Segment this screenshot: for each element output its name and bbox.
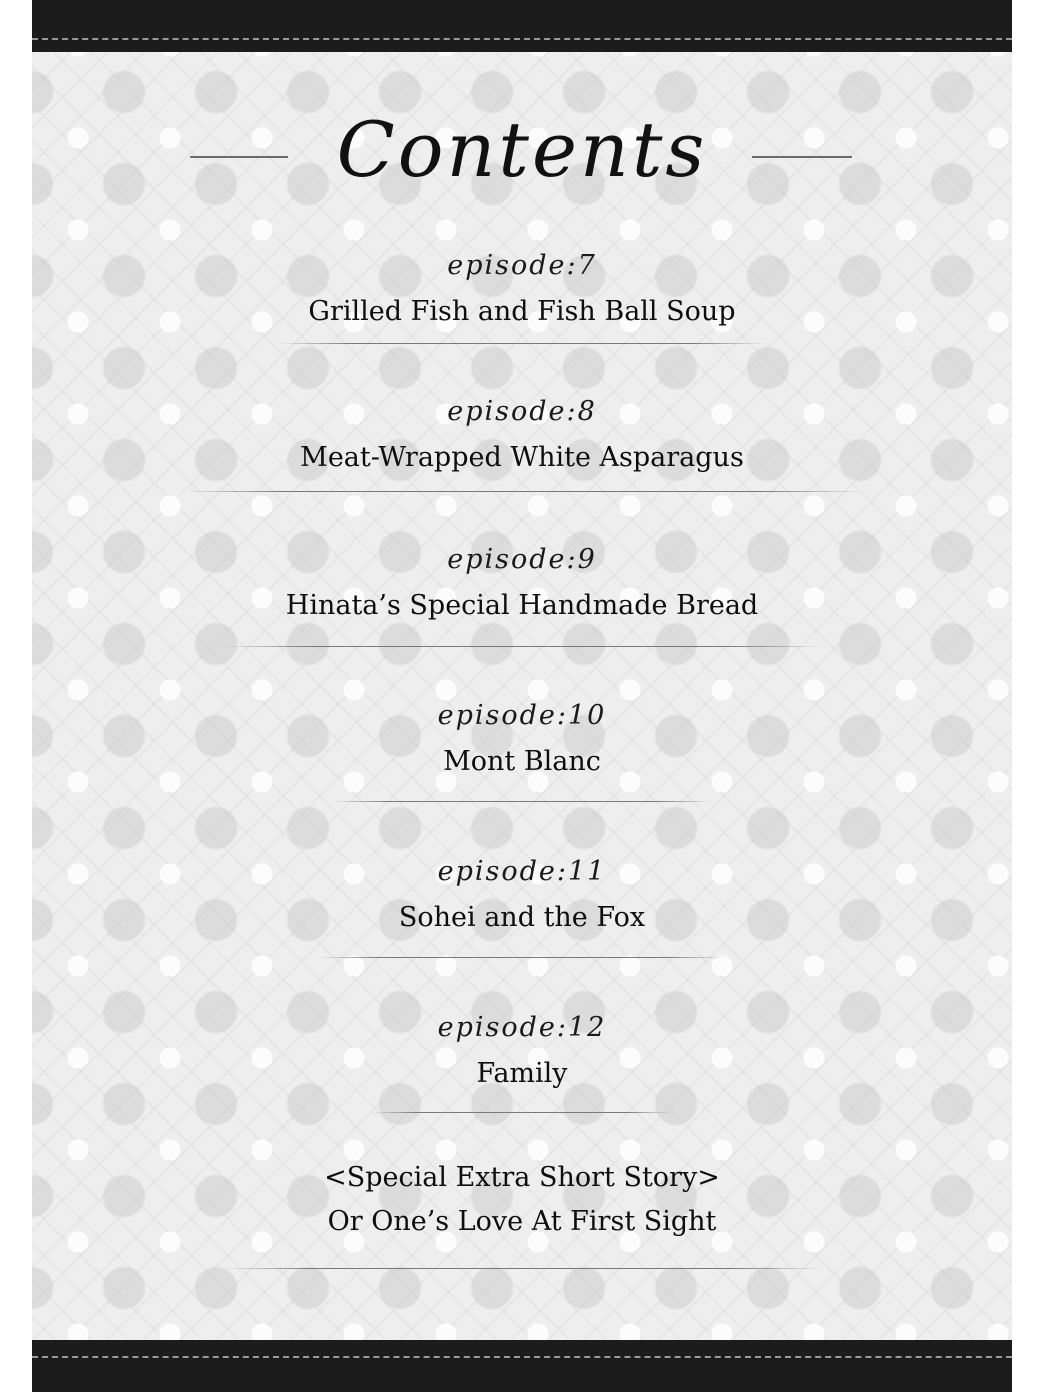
episode-label: episode:7 <box>447 250 597 281</box>
episode-label: episode:11 <box>437 856 607 887</box>
contents-heading <box>0 100 1044 200</box>
bottom-border-band <box>32 1340 1012 1392</box>
divider <box>372 1112 672 1113</box>
divider <box>180 491 864 492</box>
divider <box>222 1268 822 1269</box>
divider <box>318 957 726 958</box>
divider <box>278 343 766 344</box>
page-title: Contents <box>336 105 708 194</box>
top-stitch-line <box>32 38 1012 40</box>
toc-entry-episode-9[interactable] <box>0 540 1044 628</box>
episode-title: Meat-Wrapped White Asparagus <box>300 442 744 473</box>
extra-story-heading: <Special Extra Short Story> <box>324 1162 720 1193</box>
episode-title: Hinata’s Special Handmade Bread <box>285 590 759 621</box>
episode-title: Sohei and the Fox <box>398 902 646 933</box>
toc-entry-episode-10[interactable] <box>0 696 1044 784</box>
top-border-band <box>32 0 1012 52</box>
toc-entry-episode-12[interactable] <box>0 1008 1044 1096</box>
episode-label: episode:10 <box>437 700 607 731</box>
episode-label: episode:12 <box>437 1012 607 1043</box>
divider <box>222 646 822 647</box>
episode-title: Grilled Fish and Fish Ball Soup <box>308 296 736 327</box>
heading-rule-right <box>752 156 852 158</box>
toc-entry-episode-8[interactable] <box>0 392 1044 480</box>
episode-label: episode:9 <box>447 544 597 575</box>
divider <box>332 801 712 802</box>
toc-entry-episode-7[interactable] <box>0 246 1044 334</box>
extra-story-title: Or One’s Love At First Sight <box>327 1206 717 1237</box>
episode-title: Family <box>476 1058 568 1089</box>
episode-title: Mont Blanc <box>443 746 601 777</box>
episode-label: episode:8 <box>447 396 597 427</box>
toc-entry-episode-11[interactable] <box>0 852 1044 940</box>
toc-entry-special-extra[interactable] <box>0 1156 1044 1244</box>
bottom-stitch-line <box>32 1356 1012 1358</box>
